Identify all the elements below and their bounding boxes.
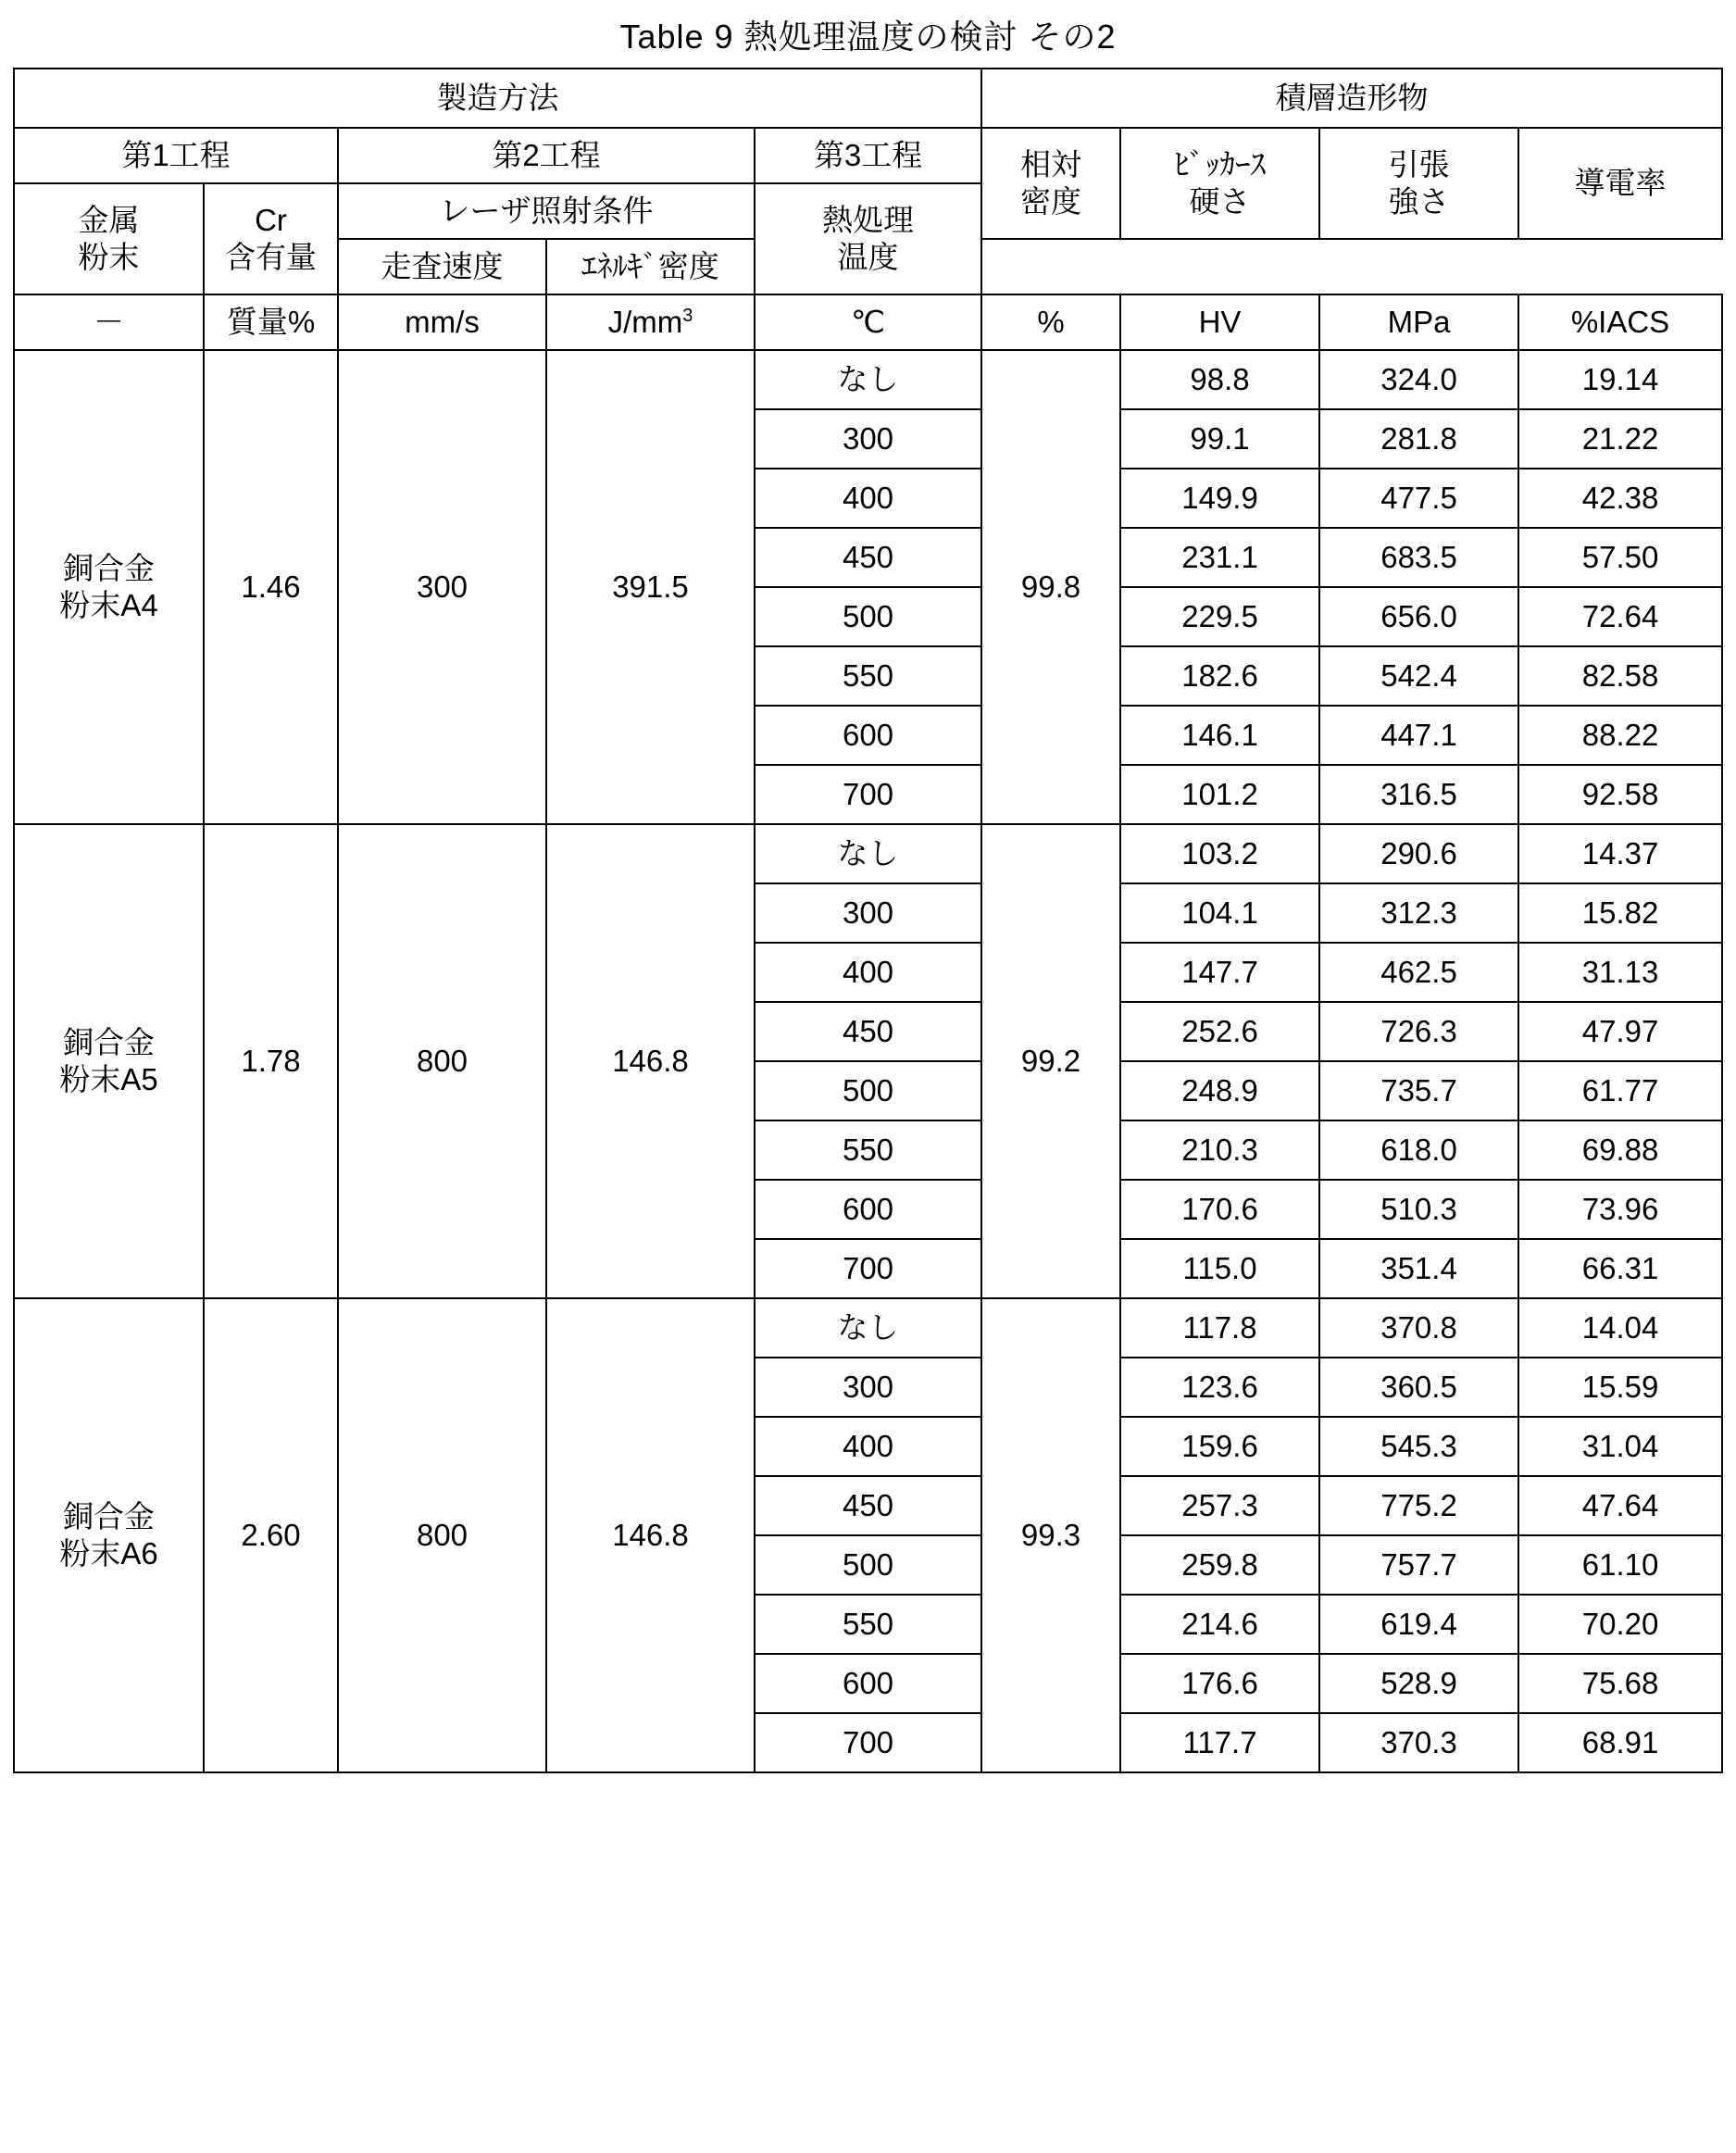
cell-conductivity: 61.10 — [1518, 1535, 1722, 1595]
cell-vickers-hardness: 210.3 — [1120, 1120, 1319, 1180]
unit-relative-density: % — [981, 294, 1120, 350]
cell-tensile-strength: 757.7 — [1319, 1535, 1518, 1595]
header-row-process — [14, 128, 1722, 183]
table-row — [14, 824, 1722, 883]
data-table — [13, 68, 1723, 1773]
cell-heat-temperature: 400 — [755, 943, 981, 1002]
cell-energy-density: 146.8 — [546, 824, 755, 1298]
unit-metal-powder: － — [14, 294, 204, 350]
cell-conductivity: 61.77 — [1518, 1061, 1722, 1120]
cell-tensile-strength: 370.3 — [1319, 1713, 1518, 1772]
cell-tensile-strength: 316.5 — [1319, 765, 1518, 824]
unit-energy-density-exponent: 3 — [682, 305, 693, 326]
cell-relative-density: 99.8 — [981, 350, 1120, 824]
cell-tensile-strength: 619.4 — [1319, 1595, 1518, 1654]
cell-heat-temperature: 300 — [755, 409, 981, 469]
cell-tensile-strength: 447.1 — [1319, 706, 1518, 765]
cell-tensile-strength: 775.2 — [1319, 1476, 1518, 1535]
header-tensile-strength: 引張 強さ — [1319, 128, 1518, 239]
cell-heat-temperature: 600 — [755, 1654, 981, 1713]
cell-tensile-strength: 656.0 — [1319, 587, 1518, 646]
cell-vickers-hardness: 231.1 — [1120, 528, 1319, 587]
cell-vickers-hardness: 176.6 — [1120, 1654, 1319, 1713]
cell-conductivity: 82.58 — [1518, 646, 1722, 706]
header-row-units — [14, 294, 1722, 350]
cell-conductivity: 72.64 — [1518, 587, 1722, 646]
table-body — [14, 350, 1722, 1772]
table-row — [14, 350, 1722, 409]
header-energy-density: ｴﾈﾙｷﾞ密度 — [546, 239, 755, 294]
cell-conductivity: 14.37 — [1518, 824, 1722, 883]
cell-heat-temperature: 550 — [755, 646, 981, 706]
header-manufacturing-group: 製造方法 — [14, 69, 981, 128]
cell-metal-powder: 銅合金 粉末A5 — [14, 824, 204, 1298]
cell-vickers-hardness: 182.6 — [1120, 646, 1319, 706]
cell-heat-temperature: 450 — [755, 528, 981, 587]
cell-conductivity: 31.13 — [1518, 943, 1722, 1002]
cell-cr-content: 2.60 — [204, 1298, 338, 1772]
cell-heat-temperature: 600 — [755, 1180, 981, 1239]
cell-conductivity: 15.59 — [1518, 1358, 1722, 1417]
header-vickers-hardness: ﾋﾞｯｶｰｽ 硬さ — [1120, 128, 1319, 239]
cell-conductivity: 47.97 — [1518, 1002, 1722, 1061]
cell-conductivity: 19.14 — [1518, 350, 1722, 409]
cell-vickers-hardness: 257.3 — [1120, 1476, 1319, 1535]
cell-conductivity: 69.88 — [1518, 1120, 1722, 1180]
cell-tensile-strength: 510.3 — [1319, 1180, 1518, 1239]
cell-vickers-hardness: 146.1 — [1120, 706, 1319, 765]
header-relative-density: 相対 密度 — [981, 128, 1120, 239]
cell-heat-temperature: 600 — [755, 706, 981, 765]
header-metal-powder: 金属 粉末 — [14, 183, 204, 294]
cell-vickers-hardness: 123.6 — [1120, 1358, 1319, 1417]
unit-tensile: MPa — [1319, 294, 1518, 350]
cell-conductivity: 14.04 — [1518, 1298, 1722, 1358]
header-heat-temperature: 熱処理 温度 — [755, 183, 981, 294]
header-cr-content: Cr 含有量 — [204, 183, 338, 294]
cell-tensile-strength: 477.5 — [1319, 469, 1518, 528]
cell-tensile-strength: 312.3 — [1319, 883, 1518, 943]
cell-heat-temperature: 450 — [755, 1002, 981, 1061]
cell-vickers-hardness: 159.6 — [1120, 1417, 1319, 1476]
header-conductivity: 導電率 — [1518, 128, 1722, 239]
cell-vickers-hardness: 149.9 — [1120, 469, 1319, 528]
cell-heat-temperature: なし — [755, 350, 981, 409]
cell-scan-speed: 300 — [338, 350, 546, 824]
cell-tensile-strength: 618.0 — [1319, 1120, 1518, 1180]
cell-scan-speed: 800 — [338, 1298, 546, 1772]
cell-vickers-hardness: 147.7 — [1120, 943, 1319, 1002]
cell-vickers-hardness: 117.7 — [1120, 1713, 1319, 1772]
unit-conductivity: %IACS — [1518, 294, 1722, 350]
cell-vickers-hardness: 170.6 — [1120, 1180, 1319, 1239]
cell-heat-temperature: 500 — [755, 1061, 981, 1120]
header-row-groups — [14, 69, 1722, 128]
cell-conductivity: 47.64 — [1518, 1476, 1722, 1535]
cell-heat-temperature: 550 — [755, 1120, 981, 1180]
cell-conductivity: 88.22 — [1518, 706, 1722, 765]
header-laser-condition: レーザ照射条件 — [338, 183, 755, 239]
cell-heat-temperature: 300 — [755, 883, 981, 943]
unit-energy-density-text: J/mm — [607, 304, 683, 339]
cell-vickers-hardness: 248.9 — [1120, 1061, 1319, 1120]
cell-conductivity: 66.31 — [1518, 1239, 1722, 1298]
unit-cr-content: 質量% — [204, 294, 338, 350]
cell-tensile-strength: 462.5 — [1319, 943, 1518, 1002]
cell-cr-content: 1.46 — [204, 350, 338, 824]
cell-heat-temperature: 450 — [755, 1476, 981, 1535]
cell-conductivity: 15.82 — [1518, 883, 1722, 943]
cell-conductivity: 73.96 — [1518, 1180, 1722, 1239]
cell-tensile-strength: 290.6 — [1319, 824, 1518, 883]
cell-tensile-strength: 324.0 — [1319, 350, 1518, 409]
cell-vickers-hardness: 104.1 — [1120, 883, 1319, 943]
cell-vickers-hardness: 103.2 — [1120, 824, 1319, 883]
table-caption: Table 9 熱処理温度の検討 その2 — [619, 18, 1117, 56]
cell-heat-temperature: 400 — [755, 469, 981, 528]
cell-vickers-hardness: 117.8 — [1120, 1298, 1319, 1358]
cell-metal-powder: 銅合金 粉末A4 — [14, 350, 204, 824]
cell-conductivity: 57.50 — [1518, 528, 1722, 587]
cell-tensile-strength: 542.4 — [1319, 646, 1518, 706]
cell-tensile-strength: 351.4 — [1319, 1239, 1518, 1298]
cell-tensile-strength: 726.3 — [1319, 1002, 1518, 1061]
cell-heat-temperature: 700 — [755, 1239, 981, 1298]
cell-vickers-hardness: 98.8 — [1120, 350, 1319, 409]
cell-heat-temperature: 300 — [755, 1358, 981, 1417]
cell-vickers-hardness: 115.0 — [1120, 1239, 1319, 1298]
cell-conductivity: 75.68 — [1518, 1654, 1722, 1713]
unit-vickers: HV — [1120, 294, 1319, 350]
cell-energy-density: 391.5 — [546, 350, 755, 824]
header-build-group: 積層造形物 — [981, 69, 1722, 128]
cell-energy-density: 146.8 — [546, 1298, 755, 1772]
cell-tensile-strength: 370.8 — [1319, 1298, 1518, 1358]
header-process-1: 第1工程 — [14, 128, 338, 183]
cell-tensile-strength: 360.5 — [1319, 1358, 1518, 1417]
cell-vickers-hardness: 101.2 — [1120, 765, 1319, 824]
header-process-3: 第3工程 — [755, 128, 981, 183]
cell-tensile-strength: 281.8 — [1319, 409, 1518, 469]
cell-vickers-hardness: 259.8 — [1120, 1535, 1319, 1595]
cell-vickers-hardness: 214.6 — [1120, 1595, 1319, 1654]
cell-heat-temperature: なし — [755, 1298, 981, 1358]
cell-heat-temperature: 400 — [755, 1417, 981, 1476]
cell-heat-temperature: 500 — [755, 1535, 981, 1595]
table-row — [14, 1298, 1722, 1358]
cell-metal-powder: 銅合金 粉末A6 — [14, 1298, 204, 1772]
cell-conductivity: 21.22 — [1518, 409, 1722, 469]
cell-relative-density: 99.3 — [981, 1298, 1120, 1772]
cell-relative-density: 99.2 — [981, 824, 1120, 1298]
cell-vickers-hardness: 252.6 — [1120, 1002, 1319, 1061]
cell-conductivity: 70.20 — [1518, 1595, 1722, 1654]
cell-tensile-strength: 735.7 — [1319, 1061, 1518, 1120]
cell-scan-speed: 800 — [338, 824, 546, 1298]
cell-heat-temperature: 700 — [755, 1713, 981, 1772]
cell-conductivity: 92.58 — [1518, 765, 1722, 824]
table-header — [14, 69, 1722, 350]
unit-energy-density — [546, 294, 755, 350]
cell-tensile-strength: 683.5 — [1319, 528, 1518, 587]
cell-conductivity: 42.38 — [1518, 469, 1722, 528]
unit-heat-temperature: ℃ — [755, 294, 981, 350]
cell-vickers-hardness: 229.5 — [1120, 587, 1319, 646]
cell-heat-temperature: 550 — [755, 1595, 981, 1654]
header-process-2: 第2工程 — [338, 128, 755, 183]
cell-heat-temperature: 700 — [755, 765, 981, 824]
header-scan-speed: 走査速度 — [338, 239, 546, 294]
unit-scan-speed: mm/s — [338, 294, 546, 350]
cell-heat-temperature: なし — [755, 824, 981, 883]
cell-conductivity: 68.91 — [1518, 1713, 1722, 1772]
cell-heat-temperature: 500 — [755, 587, 981, 646]
cell-cr-content: 1.78 — [204, 824, 338, 1298]
cell-vickers-hardness: 99.1 — [1120, 409, 1319, 469]
cell-tensile-strength: 545.3 — [1319, 1417, 1518, 1476]
cell-conductivity: 31.04 — [1518, 1417, 1722, 1476]
cell-tensile-strength: 528.9 — [1319, 1654, 1518, 1713]
